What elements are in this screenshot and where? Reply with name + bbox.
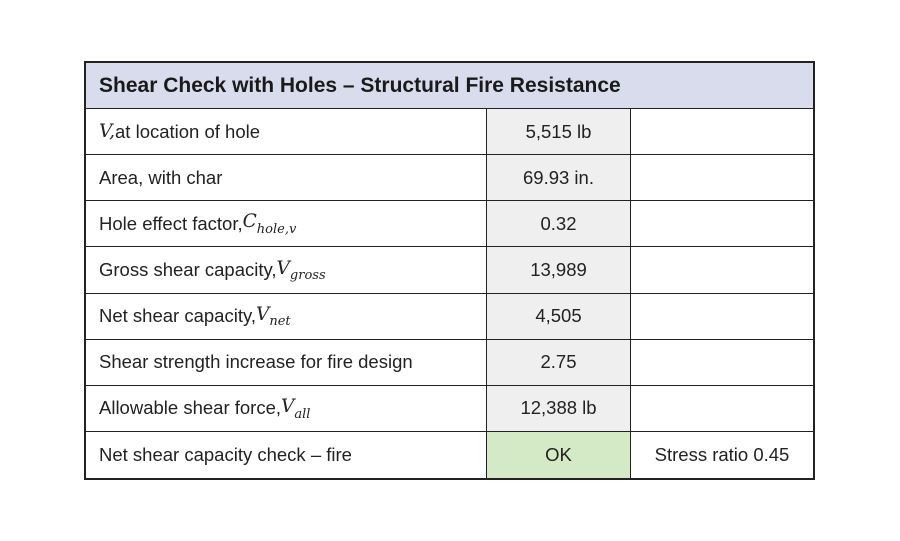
- row-note: [631, 247, 813, 293]
- row-value: 0.32: [487, 201, 631, 247]
- row-label: Allowable shear force, $V_{all}$: [86, 386, 487, 432]
- check-result-badge: OK: [487, 432, 631, 478]
- row-value: 69.93 in.: [487, 155, 631, 201]
- symbol: $V_{gross}$: [276, 257, 326, 284]
- row-value: 13,989: [487, 247, 631, 293]
- row-label: Shear strength increase for fire design: [86, 340, 487, 386]
- row-note: [631, 386, 813, 432]
- row-label: Hole effect factor, $C_{hole,v}$: [86, 201, 487, 247]
- symbol: $V_{net}$: [255, 303, 291, 330]
- row-note: [631, 294, 813, 340]
- row-note: [631, 155, 813, 201]
- row-note: [631, 109, 813, 155]
- row-label: V, at location of hole: [86, 109, 487, 155]
- row-value: 5,515 lb: [487, 109, 631, 155]
- row-note: [631, 340, 813, 386]
- shear-check-table: [84, 61, 815, 480]
- table-title: Shear Check with Holes – Structural Fire Resistance: [86, 63, 813, 109]
- row-note: [631, 201, 813, 247]
- row-label: Net shear capacity check – fire: [86, 432, 487, 478]
- row-value: 12,388 lb: [487, 386, 631, 432]
- symbol: $C_{hole,v}$: [242, 211, 297, 238]
- row-value: 2.75: [487, 340, 631, 386]
- symbol: V,: [99, 121, 116, 143]
- row-label: Area, with char: [86, 155, 487, 201]
- row-label: Gross shear capacity, $V_{gross}$: [86, 247, 487, 293]
- stress-ratio-note: Stress ratio 0.45: [654, 443, 790, 465]
- symbol: $V_{all}$: [281, 395, 311, 422]
- row-value: 4,505: [487, 294, 631, 340]
- row-label: Net shear capacity, $V_{net}$: [86, 294, 487, 340]
